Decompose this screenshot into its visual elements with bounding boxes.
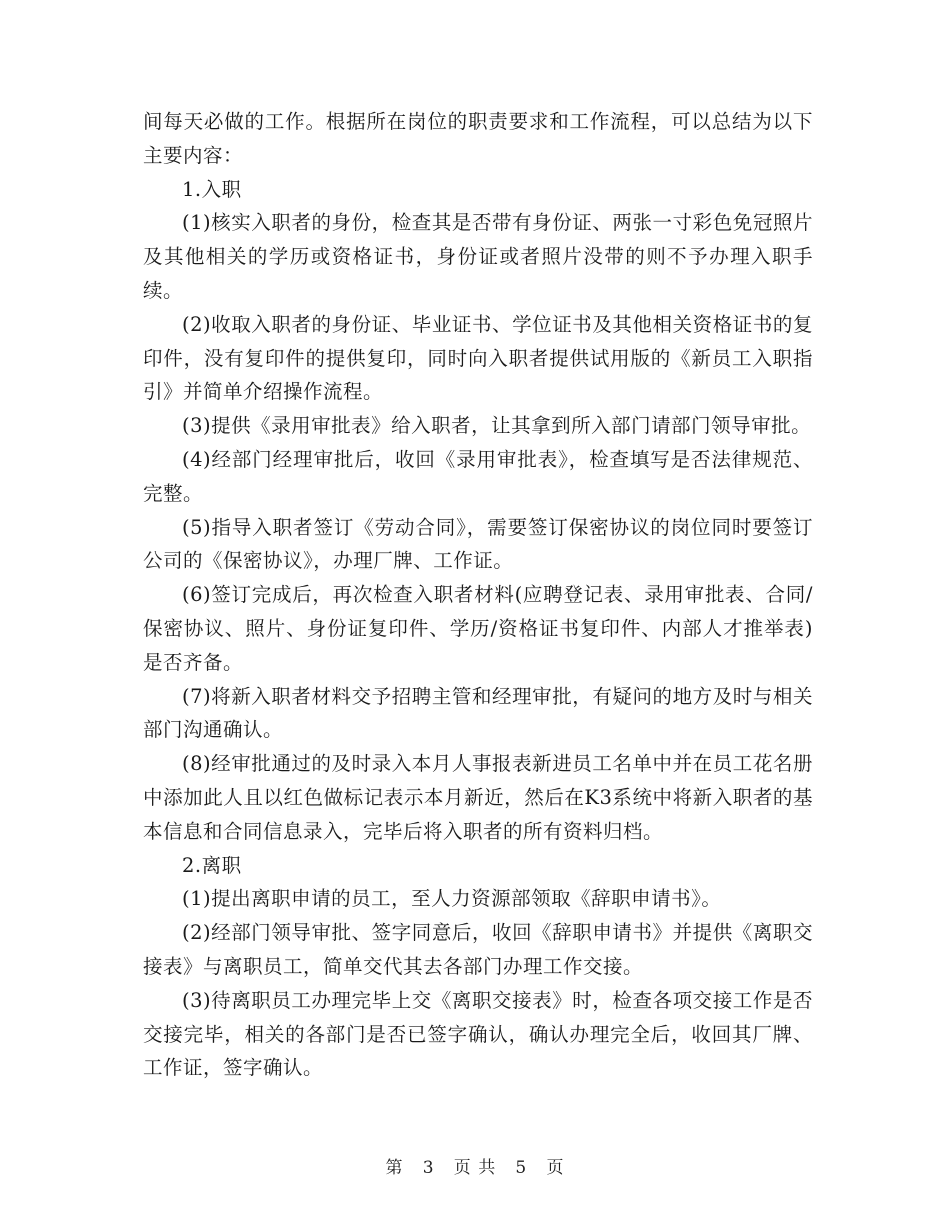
- total-pages-number: 5: [515, 1158, 528, 1178]
- resignation-step-1: (1)提出离职申请的员工，至人力资源部领取《辞职申请书》。: [182, 887, 722, 911]
- page-number-footer: [0, 1153, 950, 1178]
- onboarding-step-4: (4)经部门经理审批后，收回《录用审批表》，检查填写是否法律规范、完整。: [143, 447, 813, 505]
- footer-middle: 页 共: [453, 1158, 497, 1178]
- onboarding-step-5: (5)指导入职者签订《劳动合同》，需要签订保密协议的岗位同时要签订公司的《保密协议》，办理厂牌、工作证。: [143, 515, 813, 573]
- current-page-number: 3: [422, 1158, 435, 1178]
- onboarding-step-3: (3)提供《录用审批表》给入职者，让其拿到所入部门请部门领导审批。: [182, 414, 812, 438]
- section-heading-onboarding: 1.入职: [182, 177, 242, 201]
- paragraph-1: 间每天必做的工作。根据所在岗位的职责要求和工作流程，可以总结为以下主要内容：: [143, 110, 813, 167]
- footer-prefix: 第: [385, 1158, 404, 1178]
- onboarding-step-8: (8)经审批通过的及时录入本月人事报表新进员工名单中并在员工花名册中添加此人且以红色做标记表示本月新近，然后在K3系统中将新入职者的基本信息和合同信息录入，完毕后将入职者的所有资料归档。: [143, 752, 813, 843]
- section-heading-resignation: 2.离职: [182, 853, 242, 877]
- onboarding-step-1: (1)核实入职者的身份，检查其是否带有身份证、两张一寸彩色免冠照片及其他相关的学历或资格证书，身份证或者照片没带的则不予办理入职手续。: [143, 211, 813, 302]
- document-body: [143, 105, 813, 1085]
- footer-suffix: 页: [546, 1158, 565, 1178]
- resignation-step-3: (3)待离职员工办理完毕上交《离职交接表》时，检查各项交接工作是否交接完毕，相关的各部门是否已签字确认，确认办理完全后，收回其厂牌、工作证，签字确认。: [143, 988, 813, 1080]
- onboarding-step-7: (7)将新入职者材料交予招聘主管和经理审批，有疑问的地方及时与相关部门沟通确认。: [143, 684, 813, 742]
- resignation-step-2: (2)经部门领导审批、签字同意后，收回《辞职申请书》并提供《离职交接表》与离职员工，简单交代其去各部门办理工作交接。: [143, 921, 813, 978]
- onboarding-step-2: (2)收取入职者的身份证、毕业证书、学位证书及其他相关资格证书的复印件，没有复印件的提供复印，同时向入职者提供试用版的《新员工入职指引》并简单介绍操作流程。: [143, 312, 813, 404]
- onboarding-step-6: (6)签订完成后，再次检查入职者材料(应聘登记表、录用审批表、合同/保密协议、照片、身份证复印件、学历/资格证书复印件、内部人才推举表)是否齐备。: [143, 583, 813, 674]
